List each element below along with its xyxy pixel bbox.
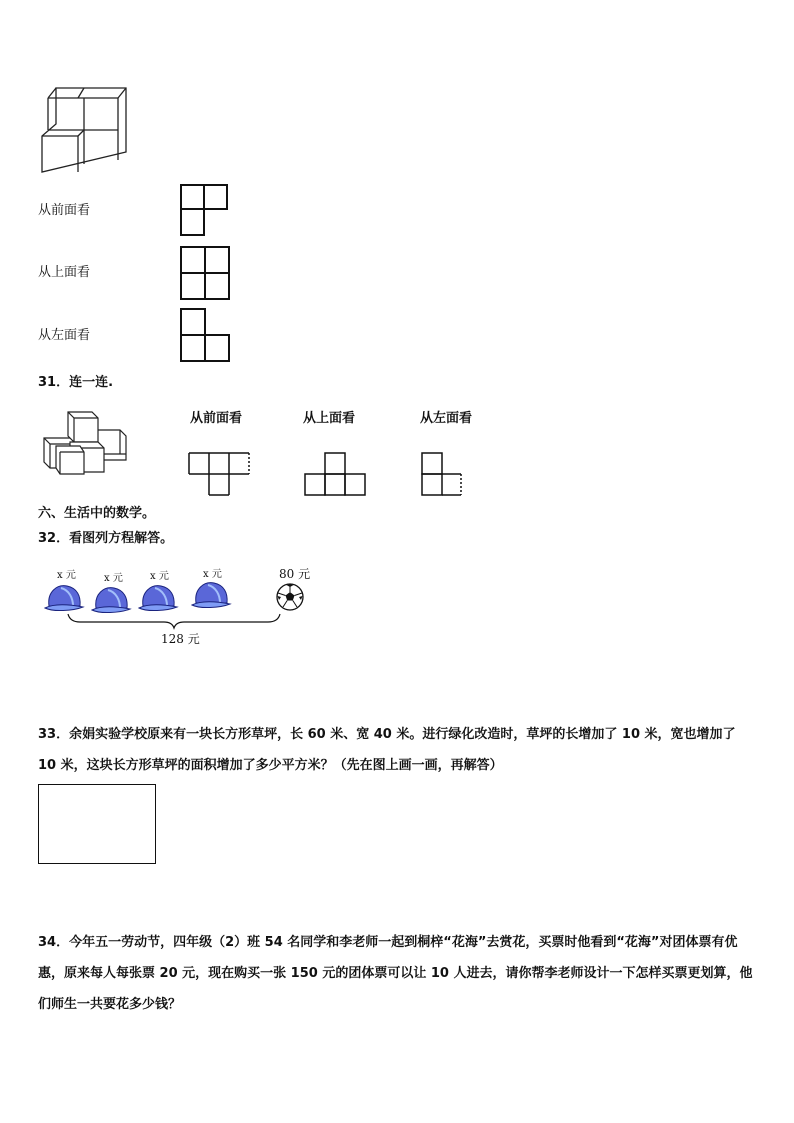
q30-view-label-left: 从左面看	[38, 328, 91, 343]
q30-top-view-shape	[180, 246, 232, 302]
q32-cap-price-label: x 元	[203, 569, 222, 580]
q31-label-left: 从左面看	[420, 411, 473, 426]
q30-view-label-front: 从前面看	[38, 203, 91, 218]
q34-question: 34．今年五一劳动节，四年级（2）班 54 名同学和李老师一起到桐梓“花海”去赏花，买票时他看到“花海”对团体票有优惠，原来每人每张票 20 元，现在购买一张 150 元的团体票可以让 10 人进去，请你帮李老师设计一下怎样买票更划算，他们师生一共要花多少钱？	[38, 935, 753, 1012]
q32-total-brace	[64, 612, 284, 630]
q31-left-view-shape	[421, 452, 467, 498]
q30-left-view-shape	[180, 308, 232, 364]
soccer-ball-icon	[275, 582, 305, 612]
q32-total-label: 128 元	[161, 632, 200, 646]
q32-cap-price-label: x 元	[104, 573, 123, 584]
section-6-title: 六、生活中的数学。	[38, 506, 156, 521]
q30-cube-figure	[40, 80, 132, 176]
q30-view-label-top: 从上面看	[38, 265, 91, 280]
q32-title: 32．看图列方程解答。	[38, 531, 174, 546]
q30-front-view-shape	[180, 184, 230, 238]
q32-cap-price-label: x 元	[150, 571, 169, 582]
cap-icon	[90, 584, 132, 614]
q33-question	[38, 719, 768, 781]
q33-drawing-rectangle	[38, 784, 156, 864]
q33-question-line-2: 10 米，这块长方形草坪的面积增加了多少平方米？（先在图上画一画，再解答）	[38, 758, 503, 773]
q31-front-view-shape	[188, 452, 252, 498]
q32-cap-price-label: x 元	[57, 570, 76, 581]
q31-label-front: 从前面看	[190, 411, 243, 426]
q33-question-line-1: 33．余娟实验学校原来有一块长方形草坪，长 60 米、宽 40 米。进行绿化改造时，草坪的长增加了 10 米，宽也增加了	[38, 727, 736, 742]
cap-icon	[190, 579, 232, 609]
cap-icon	[43, 582, 85, 612]
q31-label-top: 从上面看	[303, 411, 356, 426]
q32-ball-price-label: 80 元	[279, 567, 311, 581]
q31-cube-figure	[42, 408, 126, 476]
q31-top-view-shape	[304, 452, 368, 498]
cap-icon	[137, 582, 179, 612]
q31-title: 31．连一连.	[38, 375, 114, 390]
